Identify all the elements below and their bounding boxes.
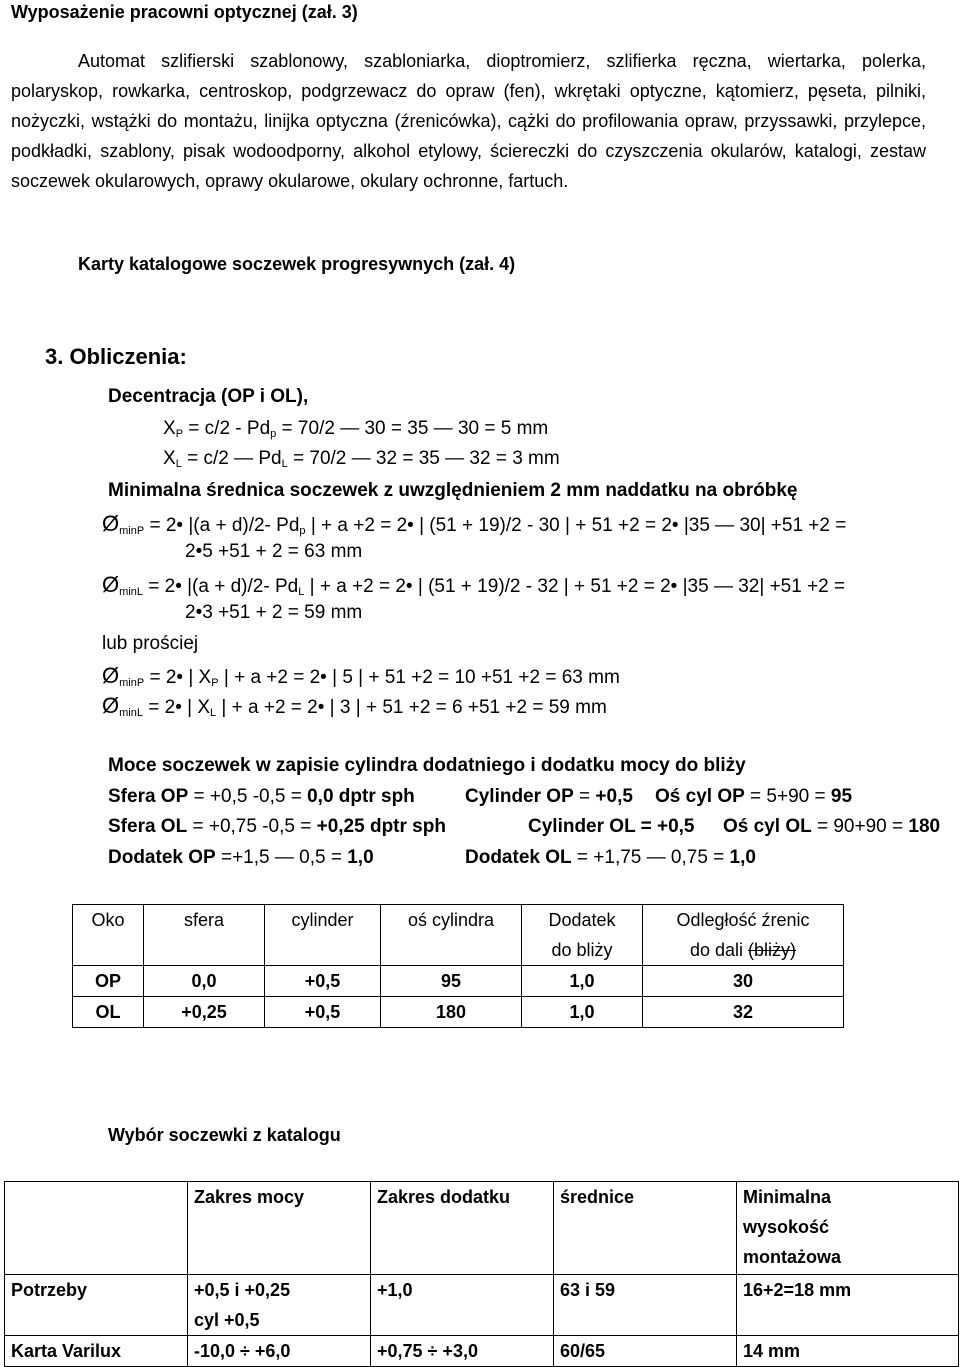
cell: 1,0 [522, 966, 643, 997]
cell: 32 [643, 997, 844, 1028]
power-row-1a: Sfera OP = +0,5 -0,5 = 0,0 dptr sph [108, 786, 415, 807]
cell: 0,0 [144, 966, 265, 997]
calc-heading: 3. Obliczenia: [45, 344, 187, 369]
power-row-3a: Dodatek OP =+1,5 ― 0,5 = 1,0 [108, 847, 374, 868]
equipment-heading: Wyposażenie pracowni optycznej (zał. 3) [11, 2, 358, 22]
formula-xl: $X_L = c/2$ ― $Pd_L = 70/2$ ― 32 = 35 ― 32 = 3 mm [163, 448, 560, 470]
cell: 60/65 [554, 1336, 737, 1367]
cell: 1,0 [522, 997, 643, 1028]
formula-minl: $Ø_{minL}$ = 2• |(a + d)/2- $Pd_L$ | + a +2 = 2• | (51 + 19)/2 - 32 | + 51 +2 = 2• |35 ― 32| +51 +2 = [102, 572, 846, 598]
catalog-table [4, 1181, 959, 1367]
th-addition-range: Zakres dodatku [371, 1182, 554, 1275]
cell: -10,0 ÷ +6,0 [188, 1336, 371, 1367]
formula-minp-simple: $Ø_{minP}$ = 2• | $X_P$ | + a +2 = 2• | 5 | + 51 +2 = 10 +51 +2 = 63 mm [102, 663, 620, 689]
power-row-1c: Oś cyl OP = 5+90 = 95 [655, 786, 853, 807]
cell: +0,75 ÷ +3,0 [371, 1336, 554, 1367]
formula-minl-simple: $Ø_{minL}$ = 2• | $X_L$ | + a +2 = 2• | 3 | + 51 +2 = 6 +51 +2 = 59 mm [102, 693, 607, 719]
formula-minp-result: 2•5 +51 + 2 = 63 mm [185, 541, 363, 562]
decentration-label: Decentracja (OP i OL), [108, 386, 309, 407]
th-sphere: sfera [144, 905, 265, 966]
cell: 95 [381, 966, 522, 997]
power-row-1b: Cylinder OP = +0,5 [465, 786, 633, 807]
th-addition: Dodatek do bliży [522, 905, 643, 966]
cell: Potrzeby [5, 1275, 188, 1336]
th-power-range: Zakres mocy [188, 1182, 371, 1275]
table-header-row [73, 905, 844, 966]
cell: +0,5 i +0,25 cyl +0,5 [188, 1275, 371, 1336]
cell: 63 i 59 [554, 1275, 737, 1336]
formula-minl-result: 2•3 +51 + 2 = 59 mm [185, 602, 363, 623]
table-row [73, 966, 844, 997]
cards-heading: Karty katalogowe soczewek progresywnych (zał. 4) [78, 254, 516, 274]
cell: OP [73, 966, 144, 997]
equipment-paragraph [11, 46, 926, 196]
table-row [73, 997, 844, 1028]
min-diameter-heading: Minimalna średnica soczewek z uwzględnieniem 2 mm naddatku na obróbkę [108, 480, 798, 501]
cell: +0,25 [144, 997, 265, 1028]
th-diameters: średnice [554, 1182, 737, 1275]
prescription-table [72, 904, 844, 1028]
th-min-height: Minimalna wysokość montażowa [737, 1182, 959, 1275]
power-row-2c: Oś cyl OL = 90+90 = 180 [723, 816, 941, 837]
th-cylinder: cylinder [265, 905, 381, 966]
formula-minp: $Ø_{minP}$ = 2• |(a + d)/2- $Pd_p$ | + a +2 = 2• | (51 + 19)/2 - 30 | + 51 +2 = 2• |35 ― 30| +51 +2 = [102, 511, 847, 537]
equipment-text: Automat szlifierski szablonowy, szabloniarka, dioptromierz, szlifierka ręczna, wiertarka, polerka, polaryskop, rowkarka, centroskop, podgrzewacz do opraw (fen), wkrętaki optyczne, kątomierz, pęseta, pilniki, nożyczki, wstążki do montażu, linijka optyczna (źrenicówka), cążki do profilowania opraw, przyssawki, przylepce, podkładki, szablony, pisak wodoodporny, alkohol etylowy, ściereczki do czyszczenia okularów, katalogi, zestaw soczewek okularowych, oprawy okularowe, okulary ochronne, fartuch. [11, 51, 926, 191]
powers-heading: Moce soczewek w zapisie cylindra dodatniego i dodatku mocy do bliży [108, 755, 746, 776]
power-row-2a: Sfera OL = +0,75 -0,5 = +0,25 dptr sph [108, 816, 446, 837]
cell: +0,5 [265, 966, 381, 997]
cell: 30 [643, 966, 844, 997]
th-eye: Oko [73, 905, 144, 966]
power-row-2b: Cylinder OL = +0,5 [528, 816, 695, 837]
simpler-label: lub prościej [102, 633, 199, 654]
catalog-heading: Wybór soczewki z katalogu [108, 1125, 341, 1145]
cell: 14 mm [737, 1336, 959, 1367]
th-axis: oś cylindra [381, 905, 522, 966]
cell [5, 1182, 188, 1275]
cell: Karta Varilux [5, 1336, 188, 1367]
cell: OL [73, 997, 144, 1028]
table-header-row [5, 1182, 959, 1275]
table-row [5, 1336, 959, 1367]
cell: +1,0 [371, 1275, 554, 1336]
cell: 16+2=18 mm [737, 1275, 959, 1336]
cell: 180 [381, 997, 522, 1028]
formula-xp: $X_P = c/2 - Pd_p = 70/2$ ― 30 = 35 ― 30 = 5 mm [163, 418, 549, 440]
table-row [5, 1275, 959, 1336]
power-row-3b: Dodatek OL = +1,75 ― 0,75 = 1,0 [465, 847, 756, 868]
th-pd: Odległość źrenic do dali (bliży) [643, 905, 844, 966]
cell: +0,5 [265, 997, 381, 1028]
